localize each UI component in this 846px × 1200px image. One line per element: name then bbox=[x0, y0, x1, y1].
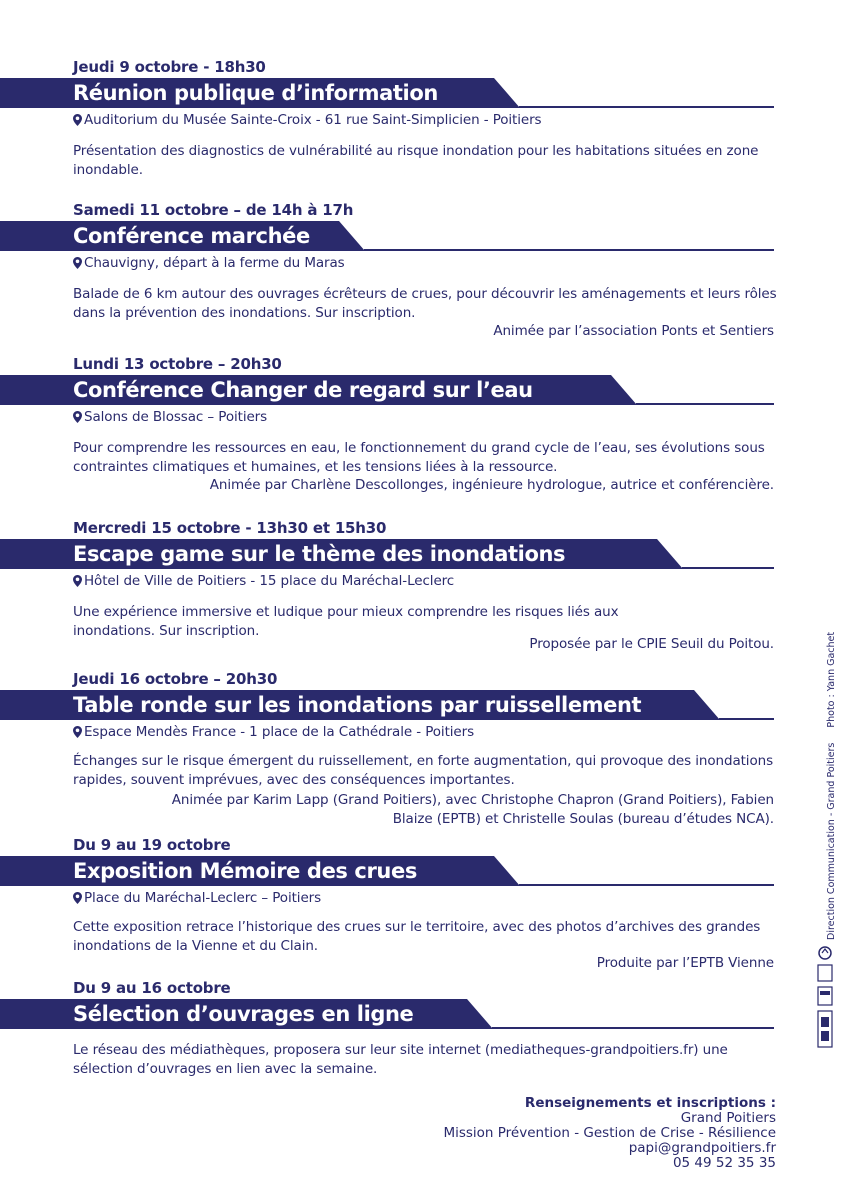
event-location bbox=[73, 409, 267, 425]
contact-mission: Mission Prévention - Gestion de Crise - Résilience bbox=[443, 1125, 776, 1141]
event-location-text: Salons de Blossac – Poitiers bbox=[84, 409, 268, 425]
event-location-text: Place du Maréchal-Leclerc – Poitiers bbox=[84, 890, 322, 906]
event-credit: Animée par l’association Ponts et Sentiers bbox=[493, 323, 774, 339]
title-rule bbox=[682, 567, 774, 569]
event-location bbox=[73, 573, 454, 589]
event-location bbox=[73, 724, 474, 740]
title-rule bbox=[364, 249, 774, 251]
contact-block bbox=[443, 1096, 776, 1171]
contact-title: Renseignements et inscriptions : bbox=[524, 1095, 776, 1111]
event-date: Jeudi 16 octobre – 20h30 bbox=[73, 670, 278, 688]
event-title: Conférence Changer de regard sur l’eau bbox=[73, 378, 533, 402]
event-description: Cette exposition retrace l’historique des crues sur le territoire, avec des photos d’archives des grandes inondations de la Vienne et du Clain. bbox=[73, 919, 761, 954]
side-credit-direction: Direction Communication - Grand Poitiers bbox=[826, 742, 837, 940]
event-date: Samedi 11 octobre – de 14h à 17h bbox=[73, 201, 354, 219]
contact-email[interactable]: papi@grandpoitiers.fr bbox=[628, 1140, 776, 1156]
title-rule bbox=[492, 1027, 774, 1029]
event-title: Sélection d’ouvrages en ligne bbox=[73, 1002, 414, 1026]
event-location-text: Chauvigny, départ à la ferme du Maras bbox=[84, 255, 345, 271]
event-credit: Proposée par le CPIE Seuil du Poitou. bbox=[529, 636, 774, 652]
event-location bbox=[73, 255, 345, 271]
side-credit-photo: Photo : Yann Gachet bbox=[826, 631, 837, 728]
event-location-text: Espace Mendès France - 1 place de la Cathédrale - Poitiers bbox=[84, 724, 475, 740]
event-description: Échanges sur le risque émergent du ruissellement, en forte augmentation, qui provoque des inondations rapides, souvent imprévues, avec des conséquences importantes. bbox=[73, 753, 774, 788]
event-credit: Animée par Karim Lapp (Grand Poitiers), avec Christophe Chapron (Grand Poitiers), Fabien Blaize (EPTB) et Christelle Soulas (bureau d’études NCA). bbox=[171, 792, 774, 827]
event-credit: Produite par l’EPTB Vienne bbox=[596, 955, 774, 971]
event-title: Réunion publique d’information bbox=[73, 81, 438, 105]
event-date: Lundi 13 octobre – 20h30 bbox=[73, 355, 282, 373]
title-rule bbox=[519, 106, 774, 108]
event-description: Balade de 6 km autour des ouvrages écrêteurs de crues, pour découvrir les aménagements et leurs rôles dans la prévention des inondations. Sur inscription. bbox=[73, 286, 777, 321]
event-description: Le réseau des médiathèques, proposera sur leur site internet (mediatheques-grandpoitiers.fr) une sélection d’ouvrages en lien avec la semaine. bbox=[73, 1042, 728, 1077]
event-location bbox=[73, 112, 542, 128]
event-title: Table ronde sur les inondations par ruissellement bbox=[73, 693, 642, 717]
event-location-text: Auditorium du Musée Sainte-Croix - 61 rue Saint-Simplicien - Poitiers bbox=[84, 112, 542, 128]
event-location-text: Hôtel de Ville de Poitiers - 15 place du Maréchal-Leclerc bbox=[84, 573, 455, 589]
event-title: Escape game sur le thème des inondations bbox=[73, 542, 566, 566]
sustainability-logos-icon bbox=[815, 945, 835, 1055]
event-credit: Animée par Charlène Descollonges, ingénieure hydrologue, autrice et conférencière. bbox=[209, 477, 774, 493]
side-credits bbox=[826, 620, 837, 940]
location-pin-icon bbox=[73, 892, 82, 904]
title-rule bbox=[636, 403, 774, 405]
event-title: Exposition Mémoire des crues bbox=[73, 859, 417, 883]
event-date: Jeudi 9 octobre - 18h30 bbox=[73, 58, 266, 76]
location-pin-icon bbox=[73, 411, 82, 423]
event-date: Mercredi 15 octobre - 13h30 et 15h30 bbox=[73, 519, 387, 537]
event-location bbox=[73, 890, 321, 906]
contact-org: Grand Poitiers bbox=[680, 1110, 776, 1126]
title-rule bbox=[519, 884, 774, 886]
event-date: Du 9 au 16 octobre bbox=[73, 979, 231, 997]
location-pin-icon bbox=[73, 726, 82, 738]
event-description: Une expérience immersive et ludique pour mieux comprendre les risques liés aux inondations. Sur inscription. bbox=[73, 604, 619, 639]
event-title: Conférence marchée bbox=[73, 224, 310, 248]
event-description: Pour comprendre les ressources en eau, le fonctionnement du grand cycle de l’eau, ses évolutions sous contraintes climatiques et humaines, et les tensions liées à la ressource. bbox=[73, 440, 765, 475]
event-description: Présentation des diagnostics de vulnérabilité au risque inondation pour les habitations situées en zone inondable. bbox=[73, 143, 759, 178]
location-pin-icon bbox=[73, 257, 82, 269]
event-date: Du 9 au 19 octobre bbox=[73, 836, 231, 854]
location-pin-icon bbox=[73, 575, 82, 587]
title-rule bbox=[719, 718, 774, 720]
location-pin-icon bbox=[73, 114, 82, 126]
contact-phone: 05 49 52 35 35 bbox=[672, 1155, 776, 1171]
